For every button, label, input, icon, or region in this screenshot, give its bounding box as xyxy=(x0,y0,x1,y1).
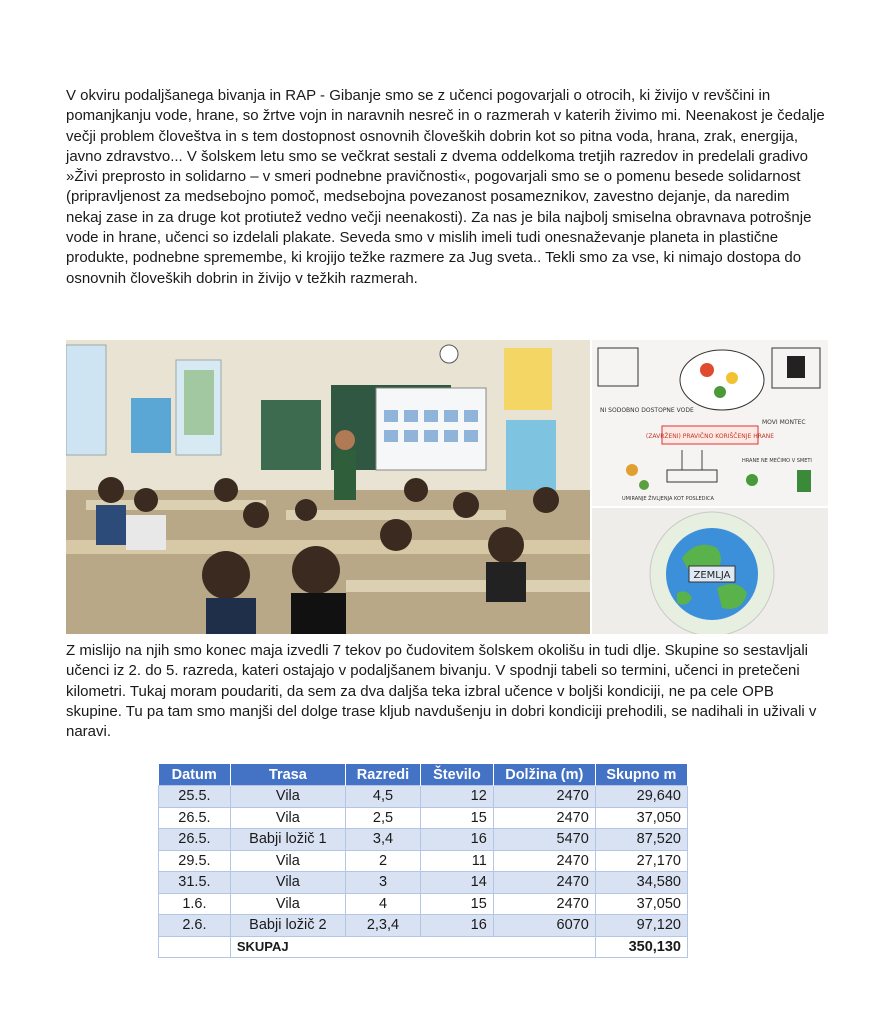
cell-trasa: Vila xyxy=(230,893,345,915)
poster-2-earth-label: ZEMLJA xyxy=(693,570,731,581)
cell-razredi: 4 xyxy=(345,893,420,915)
poster-1-right-label: MOVI MONTEC xyxy=(762,419,806,426)
cell-skupno: 97,120 xyxy=(595,915,687,937)
header-trasa: Trasa xyxy=(230,764,345,786)
poster-food-illustration xyxy=(592,340,828,506)
poster-earth-illustration xyxy=(592,508,828,634)
cell-skupno: 27,170 xyxy=(595,850,687,872)
poster-1-water-label: NI SODOBNO DOSTOPNE VODE xyxy=(600,407,694,414)
classroom-photo xyxy=(66,340,590,634)
poster-earth-photo xyxy=(592,508,828,634)
header-razredi: Razredi xyxy=(345,764,420,786)
cell-empty xyxy=(159,936,231,958)
table-row xyxy=(159,807,688,829)
cell-trasa: Vila xyxy=(230,807,345,829)
runs-table xyxy=(158,764,688,958)
cell-razredi: 3,4 xyxy=(345,829,420,851)
table-row xyxy=(159,829,688,851)
cell-trasa: Vila xyxy=(230,872,345,894)
cell-stevilo: 16 xyxy=(421,915,494,937)
table-row xyxy=(159,850,688,872)
cell-razredi: 2,3,4 xyxy=(345,915,420,937)
cell-razredi: 4,5 xyxy=(345,786,420,808)
cell-razredi: 2 xyxy=(345,850,420,872)
table-total-row xyxy=(159,936,688,958)
table-header-row xyxy=(159,764,688,786)
cell-datum: 26.5. xyxy=(159,829,231,851)
cell-dolzina: 2470 xyxy=(493,786,595,808)
cell-trasa: Vila xyxy=(230,850,345,872)
header-skupno: Skupno m xyxy=(595,764,687,786)
classroom-illustration xyxy=(66,340,590,634)
cell-datum: 26.5. xyxy=(159,807,231,829)
intro-paragraph: V okviru podaljšanega bivanja in RAP - Gibanje smo se z učenci pogovarjali o otrocih, ki živijo v revščini in pomanjkanju vode, hrane, so žrtve vojn in naravnih nesreč in o razmerah v katerih živimo mi. Neenakost je čedalje večji problem človeštva in s tem dostopnost osnovnih človeških dobrin kot so pitna voda, hrana, zrak, energija, javno zdravstvo... V šolskem letu smo se večkrat sestali z dvema oddelkoma tretjih razredov in predelali gradivo »Živi preprosto in solidarno – v smeri podnebne pravičnosti«, pogovarjali smo se o pomenu besede solidarnost (pripravljenost za medsebojno pomoč, medsebojna povezanost posameznikov, zavestno dejanje, da naredim nekaj zase in za druge kot protiutež vedno večji neenakosti). Za nas je bila najbolj smiselna obravnava potrošnje vode in hrane, učenci so izdelali plakate. Seveda smo v mislih imeli tudi onesnaževanje planeta in plastične produkte, podnebne spremembe, ki krojijo težke razmere za Jug sveta.. Tekli smo za vse, ki nimajo dostopa do osnovnih človeških dobrin in živijo v težkih razmerah. xyxy=(66,87,825,287)
cell-razredi: 2,5 xyxy=(345,807,420,829)
cell-dolzina: 5470 xyxy=(493,829,595,851)
runs-paragraph: Z mislijo na njih smo konec maja izvedli 7 tekov po čudovitem šolskem okolišu in tudi dlje. Skupine so sestavljali učenci iz 2. do 5. razreda, kateri ostajajo v podaljšanem bivanju. V spodnji tabeli so termini, učenci in pretečeni kilometri. Tukaj moram poudariti, da sem za dva daljša teka izbral učence v boljši kondiciji, ne pa cele OPB skupine. Tu pa tam smo manjši del dolge trase kljub navdušenju in dobri kondiciji prehodili, se nadihali in uživali v naravi. xyxy=(66,642,817,741)
cell-skupno: 87,520 xyxy=(595,829,687,851)
cell-datum: 31.5. xyxy=(159,872,231,894)
poster-1-right2-label: HRANE NE MEČIMO V SMETI xyxy=(742,458,812,464)
cell-trasa: Vila xyxy=(230,786,345,808)
cell-datum: 2.6. xyxy=(159,915,231,937)
cell-datum: 1.6. xyxy=(159,893,231,915)
cell-dolzina: 2470 xyxy=(493,893,595,915)
cell-skupno: 37,050 xyxy=(595,893,687,915)
cell-stevilo: 12 xyxy=(421,786,494,808)
table-row xyxy=(159,915,688,937)
cell-dolzina: 2470 xyxy=(493,872,595,894)
cell-razredi: 3 xyxy=(345,872,420,894)
cell-trasa: Babji ložič 2 xyxy=(230,915,345,937)
cell-stevilo: 15 xyxy=(421,807,494,829)
table-row xyxy=(159,893,688,915)
header-stevilo: Število xyxy=(421,764,494,786)
total-value: 350,130 xyxy=(595,936,687,958)
cell-skupno: 29,640 xyxy=(595,786,687,808)
header-datum: Datum xyxy=(159,764,231,786)
cell-dolzina: 2470 xyxy=(493,850,595,872)
total-label: SKUPAJ xyxy=(230,936,595,958)
poster-1-main-label: (ZAVRŽENI) PRAVIČNO KORIŠČENJE HRANE xyxy=(645,433,775,440)
cell-skupno: 37,050 xyxy=(595,807,687,829)
cell-dolzina: 6070 xyxy=(493,915,595,937)
cell-skupno: 34,580 xyxy=(595,872,687,894)
cell-trasa: Babji ložič 1 xyxy=(230,829,345,851)
cell-stevilo: 11 xyxy=(421,850,494,872)
cell-stevilo: 16 xyxy=(421,829,494,851)
poster-food-photo xyxy=(592,340,828,506)
table-row xyxy=(159,786,688,808)
cell-datum: 25.5. xyxy=(159,786,231,808)
poster-1-bottom-label: UMIRANJE ŽIVLJENJA KOT POSLEDICA xyxy=(622,496,714,502)
cell-datum: 29.5. xyxy=(159,850,231,872)
cell-stevilo: 15 xyxy=(421,893,494,915)
cell-stevilo: 14 xyxy=(421,872,494,894)
table-row xyxy=(159,872,688,894)
cell-dolzina: 2470 xyxy=(493,807,595,829)
header-dolzina: Dolžina (m) xyxy=(493,764,595,786)
